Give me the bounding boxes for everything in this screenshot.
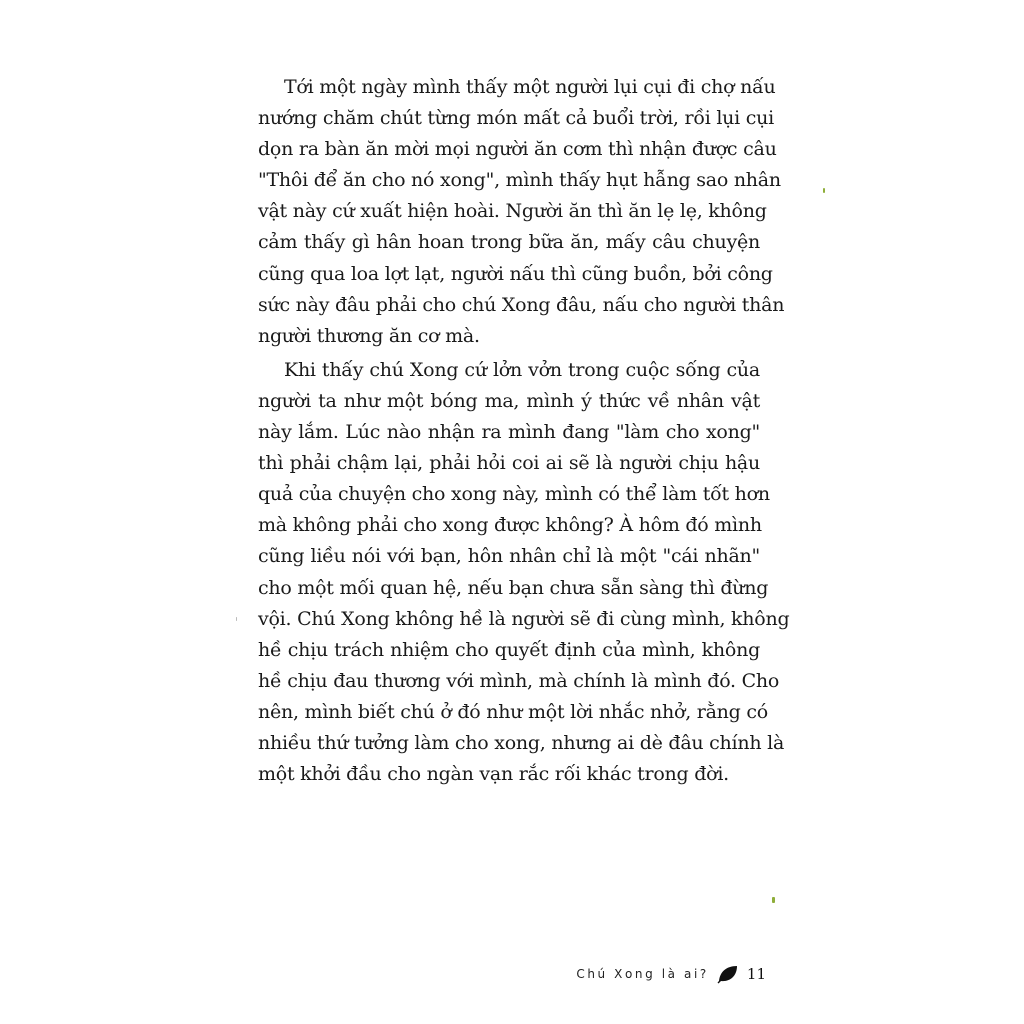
decorative-speck <box>236 617 237 621</box>
page-number: 11 <box>746 965 766 983</box>
text-line: sức này đâu phải cho chú Xong đâu, nấu cho người thân <box>258 293 785 316</box>
text-line: thì phải chậm lại, phải hỏi coi ai sẽ là người chịu hậu <box>258 452 760 475</box>
page-footer <box>576 962 766 986</box>
text-line: hề chịu đau thương với mình, mà chính là mình đó. Cho <box>258 669 780 692</box>
text-line: một khởi đầu cho ngàn vạn rắc rối khác trong đời. <box>258 763 729 786</box>
text-line: này lắm. Lúc nào nhận ra mình đang "làm cho xong" <box>258 421 760 444</box>
decorative-speck <box>823 188 825 193</box>
text-line: Khi thấy chú Xong cứ lởn vởn trong cuộc sống của <box>284 358 760 381</box>
text-line: cũng liều nói với bạn, hôn nhân chỉ là một "cái nhãn" <box>258 545 760 568</box>
text-line: mà không phải cho xong được không? À hôm đó mình <box>258 514 762 537</box>
text-line: nên, mình biết chú ở đó như một lời nhắc nhở, rằng có <box>258 700 768 723</box>
text-line: vật này cứ xuất hiện hoài. Người ăn thì ăn lẹ lẹ, không <box>258 200 767 223</box>
text-line: "Thôi để ăn cho nó xong", mình thấy hụt hẫng sao nhân <box>258 169 781 192</box>
text-line: nhiều thứ tưởng làm cho xong, nhưng ai dè đâu chính là <box>258 731 785 754</box>
text-line: cảm thấy gì hân hoan trong bữa ăn, mấy câu chuyện <box>258 231 760 254</box>
running-title: Chú Xong là ai? <box>576 967 709 981</box>
text-line: quả của chuyện cho xong này, mình có thể làm tốt hơn <box>258 483 770 506</box>
decorative-speck <box>772 897 775 903</box>
text-line: nướng chăm chút từng món mất cả buổi trời, rồi lụi cụi <box>258 107 774 130</box>
text-line: cũng qua loa lợt lạt, người nấu thì cũng buồn, bởi công <box>258 262 773 285</box>
paragraph-2 <box>258 355 790 790</box>
text-line: cho một mối quan hệ, nếu bạn chưa sẵn sàng thì đừng <box>258 576 769 599</box>
text-line: dọn ra bàn ăn mời mọi người ăn cơm thì nhận được câu <box>258 138 777 161</box>
page-body <box>258 72 790 790</box>
text-line: hề chịu trách nhiệm cho quyết định của mình, không <box>258 638 760 661</box>
text-line: Tới một ngày mình thấy một người lụi cụi đi chợ nấu <box>284 76 776 98</box>
text-line: người ta như một bóng ma, mình ý thức về nhân vật <box>258 389 760 412</box>
text-line: vội. Chú Xong không hề là người sẽ đi cùng mình, không <box>258 607 790 630</box>
text-line: người thương ăn cơ mà. <box>258 324 480 347</box>
leaf-icon <box>717 964 739 984</box>
paragraph-1 <box>258 72 785 352</box>
